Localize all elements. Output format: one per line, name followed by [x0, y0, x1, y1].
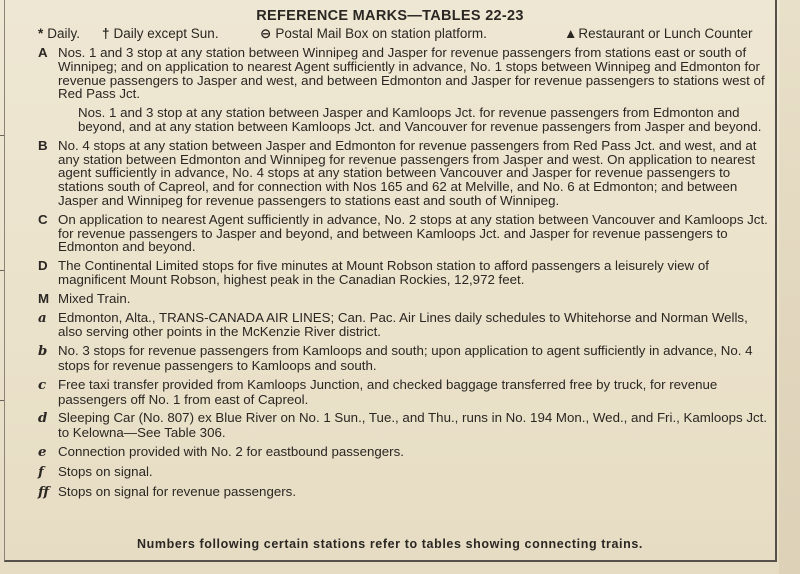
legend-daily	[38, 26, 102, 42]
note-mark: D	[38, 258, 48, 274]
note-mark: A	[38, 45, 48, 60]
note-mark: e	[38, 444, 47, 460]
legend-restaurant	[564, 26, 752, 42]
note-a-continued	[0, 106, 778, 134]
note-mark: C	[38, 211, 48, 227]
note-b	[0, 139, 778, 208]
note-text: No. 4 stops at any station between Jasper and Edmonton for revenue passengers from Red Pass Jct. and west, and at any station between Edmonton and Winnipeg for revenue passengers from Jasper and west. On application to nearest agent sufficiently in advance, No. 4 stops at any station between Vancouver and Jasper for revenue passengers to stations south of Capreol, and for connection with Nos 165 and 62 at Melville, and No. 6 at Edmonton; and between Jasper and Winnipeg for revenue passengers to stations east and south of Winnipeg.	[58, 137, 757, 208]
note-mark: ff	[38, 484, 49, 500]
footer-note: Numbers following certain stations refer to tables showing connecting trains.	[137, 537, 643, 551]
note-d	[0, 259, 778, 287]
note-text: Free taxi transfer provided from Kamloops Junction, and checked baggage transferred free by truck, for revenue passengers off No. 1 from east of Capreol.	[58, 376, 718, 407]
note-mark: b	[38, 344, 48, 360]
note-text: Connection provided with No. 2 for eastbound passengers.	[58, 443, 404, 459]
note-text: Nos. 1 and 3 stop at any station between Jasper and Kamloops Jct. for revenue passengers from Edmonton and beyond, and at any station between Kamloops Jct. and Vancouver for revenue passengers from Jasper and beyond.	[78, 105, 762, 134]
note-e-lower	[0, 445, 778, 460]
note-text: Stops on signal for revenue passengers.	[58, 483, 297, 499]
notes-list	[0, 46, 778, 504]
note-a	[0, 46, 778, 101]
legend-row	[38, 26, 778, 42]
legend-daily-except-sun	[102, 26, 260, 42]
note-mark: a	[38, 310, 47, 326]
note-a-lower	[0, 311, 778, 340]
note-text: Edmonton, Alta., TRANS-CANADA AIR LINES; Can. Pac. Air Lines daily schedules to Whitehorse and Norman Wells, also serving other points in the McKenzie River district.	[58, 309, 748, 340]
note-text: The Continental Limited stops for five minutes at Mount Robson station to afford passengers a leisurely view of magnificent Mount Robson, highest peak in the Canadian Rockies, 12,972 feet.	[58, 258, 709, 287]
note-text: Stops on signal.	[58, 463, 153, 479]
legend-label: Postal Mail Box on station platform.	[275, 26, 487, 41]
note-text: No. 3 stops for revenue passengers from Kamloops and south; upon application to agent sufficiently in advance, No. 4 stops for revenue passengers to Kamloops and south.	[58, 343, 753, 373]
note-text: Nos. 1 and 3 stop at any station between Winnipeg and Jasper for revenue passengers from stations east or south of Winnipeg; and on application to nearest Agent sufficiently in advance, No. 1 stops between Winnipeg and Edmonton for revenue passengers to Jasper and west, and between Edmonton and Jasper for revenue passengers to stations west of Red Pass Jct.	[58, 45, 765, 102]
note-c	[0, 213, 778, 254]
note-ff-lower	[0, 485, 778, 500]
note-d-lower	[0, 411, 778, 440]
note-f-lower	[0, 465, 778, 480]
note-c-lower	[0, 378, 778, 407]
note-mark: f	[38, 464, 44, 480]
note-mark: d	[38, 411, 48, 427]
triangle-icon: ▲	[564, 26, 578, 41]
legend-label: Daily except Sun.	[113, 26, 219, 41]
asterisk-icon: *	[38, 26, 44, 41]
note-text: Sleeping Car (No. 807) ex Blue River on No. 1 Sun., Tue., and Thu., runs in No. 194 Mon., Wed., and Fri., Kamloops Jct. to Kelowna—See Table 306.	[58, 410, 768, 441]
legend-label: Restaurant or Lunch Counter	[578, 26, 753, 41]
adjacent-page-edge	[779, 0, 800, 574]
note-b-lower	[0, 344, 778, 373]
note-mark: M	[38, 290, 50, 306]
page-title: REFERENCE MARKS—TABLES 22-23	[256, 8, 524, 24]
mailbox-icon: ⊖	[260, 26, 272, 41]
note-text: Mixed Train.	[58, 290, 131, 306]
note-m	[0, 292, 778, 306]
note-mark: c	[38, 377, 47, 393]
note-text: On application to nearest Agent sufficiently in advance, No. 2 stops at any station between Vancouver and Kamloops Jct. for revenue passengers to Jasper and beyond, and between Kamloops Jct. and Jasper for revenue passengers to Edmonton and beyond.	[58, 211, 768, 255]
dagger-icon: †	[102, 26, 110, 41]
legend-label: Daily.	[47, 26, 81, 41]
note-mark: B	[38, 137, 48, 153]
legend-mail-box	[260, 26, 564, 42]
